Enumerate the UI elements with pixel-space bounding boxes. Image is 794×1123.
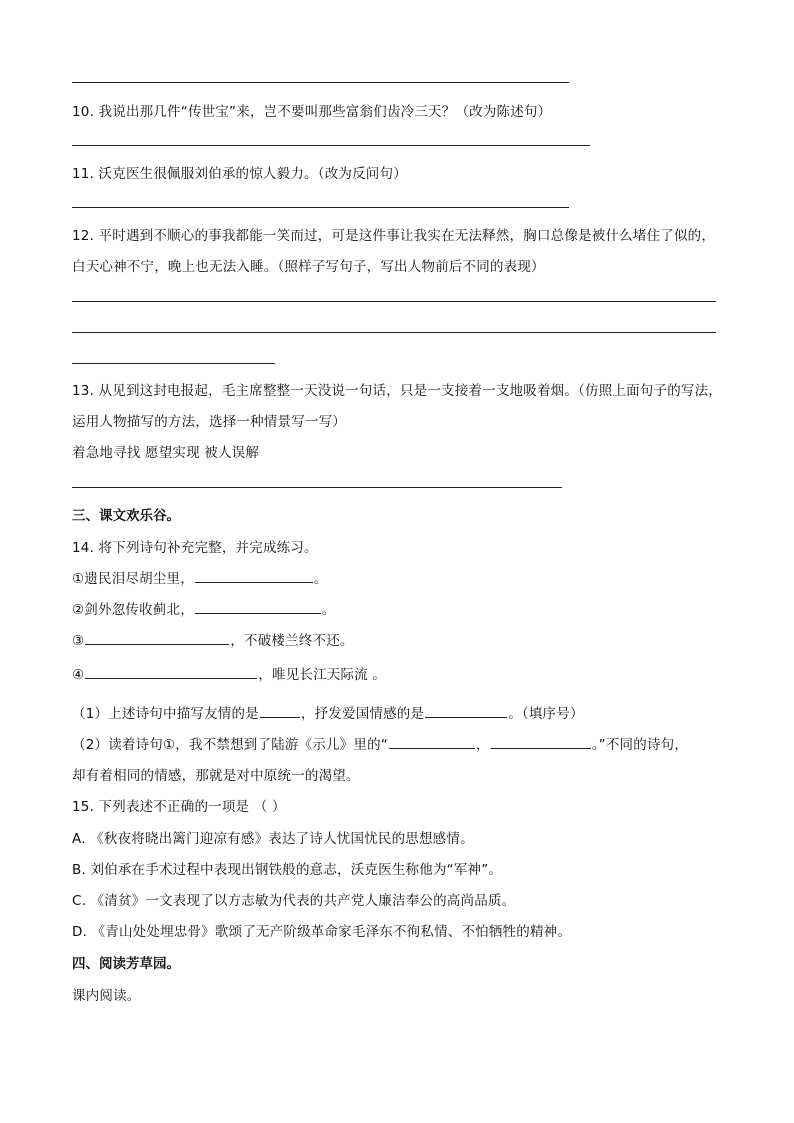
- question-13-options: 着急地寻找 愿望实现 被人误解: [72, 445, 260, 461]
- poem-line-1: [72, 567, 328, 587]
- poem-line-4-num: ④: [72, 667, 85, 683]
- option-d[interactable]: D. 《青山处处埋忠骨》歌颂了无产阶级革命家毛泽东不徇私情、不怕牺牲的精神。: [72, 924, 572, 940]
- answer-line-q13[interactable]: [72, 487, 562, 488]
- question-14-intro: 14. 将下列诗句补充完整，并完成练习。: [72, 540, 318, 556]
- option-b[interactable]: B. 刘伯承在手术过程中表现出钢铁般的意志，沃克医生称他为“军神”。: [72, 862, 503, 878]
- question-14-sub1: [72, 702, 584, 722]
- question-14-sub2-line2: 却有着相同的情感，那就是对中原统一的渴望。: [72, 768, 360, 784]
- poem-line-2-text: ②剑外忽传收蓟北，: [72, 602, 194, 618]
- sub2-part-c: 。”不同的诗句，: [591, 737, 689, 753]
- question-11: 11. 沃克医生很佩服刘伯承的惊人毅力。（改为反问句）: [72, 166, 407, 182]
- poem-line-3-num: ③: [72, 633, 85, 649]
- reading-intro: 课内阅读。: [72, 988, 141, 1004]
- poem-blank-1[interactable]: [195, 568, 313, 583]
- poem-line-4-text: ，唯见长江天际流 。: [258, 667, 387, 683]
- poem-line-2: [72, 598, 336, 618]
- answer-line-q11[interactable]: [72, 207, 569, 208]
- poem-line-4: [72, 663, 386, 683]
- answer-line-q9[interactable]: [72, 82, 569, 83]
- option-c[interactable]: C. 《清贫》一文表现了以方志敏为代表的共产党人廉洁奉公的高尚品质。: [72, 893, 516, 909]
- sub1-part-b: ，抒发爱国情感的是: [300, 706, 425, 722]
- answer-line-q12-2[interactable]: [72, 332, 716, 333]
- question-14-sub2: [72, 733, 688, 753]
- answer-line-q10[interactable]: [72, 145, 590, 146]
- question-12-line1: 12. 平时遇到不顺心的事我都能一笑而过，可是这件事让我实在无法释然，胸口总像是被什么堵住了似的，: [72, 228, 716, 244]
- sub2-blank-1[interactable]: [389, 734, 475, 749]
- poem-line-2-end: 。: [321, 602, 336, 618]
- poem-line-1-end: 。: [313, 571, 328, 587]
- sub1-part-c: 。（填序号）: [508, 706, 584, 722]
- answer-line-q12-1[interactable]: [72, 301, 716, 302]
- poem-blank-4[interactable]: [85, 664, 257, 679]
- question-12-line2: 白天心神不宁，晚上也无法入睡。（照样子写句子，写出人物前后不同的表现）: [72, 259, 545, 275]
- question-15-stem: 15. 下列表述不正确的一项是 （ ）: [72, 799, 286, 815]
- sub1-blank-friendship[interactable]: [260, 703, 300, 718]
- sub2-blank-2[interactable]: [491, 734, 591, 749]
- section-3-title: 三、课文欢乐谷。: [72, 508, 180, 524]
- question-13-line1: 13. 从见到这封电报起，毛主席整整一天没说一句话，只是一支接着一支地吸着烟。（仿照上面句子的写法，: [72, 383, 723, 399]
- poem-line-3-text: ，不破楼兰终不还。: [230, 633, 354, 649]
- question-13-line2: 运用人物描写的方法，选择一种情景写一写）: [72, 414, 346, 430]
- option-a[interactable]: A. 《秋夜将晓出篱门迎凉有感》表达了诗人忧国忧民的思想感情。: [72, 831, 474, 847]
- section-4-title: 四、阅读芳草园。: [72, 956, 180, 972]
- poem-line-3: [72, 629, 354, 649]
- poem-blank-3[interactable]: [85, 630, 229, 645]
- poem-blank-2[interactable]: [195, 599, 321, 614]
- answer-line-q12-3[interactable]: [72, 363, 275, 364]
- poem-line-1-text: ①遗民泪尽胡尘里，: [72, 571, 194, 587]
- sub2-part-a: （2）读着诗句①，我不禁想到了陆游《示儿》里的“: [72, 737, 388, 753]
- sub2-part-b: ，: [476, 737, 490, 753]
- sub1-part-a: （1）上述诗句中描写友情的是: [72, 706, 259, 722]
- question-10: 10. 我说出那几件“传世宝”来，岂不要叫那些富翁们齿冷三天？（改为陈述句）: [72, 104, 552, 120]
- sub1-blank-patriotism[interactable]: [425, 703, 507, 718]
